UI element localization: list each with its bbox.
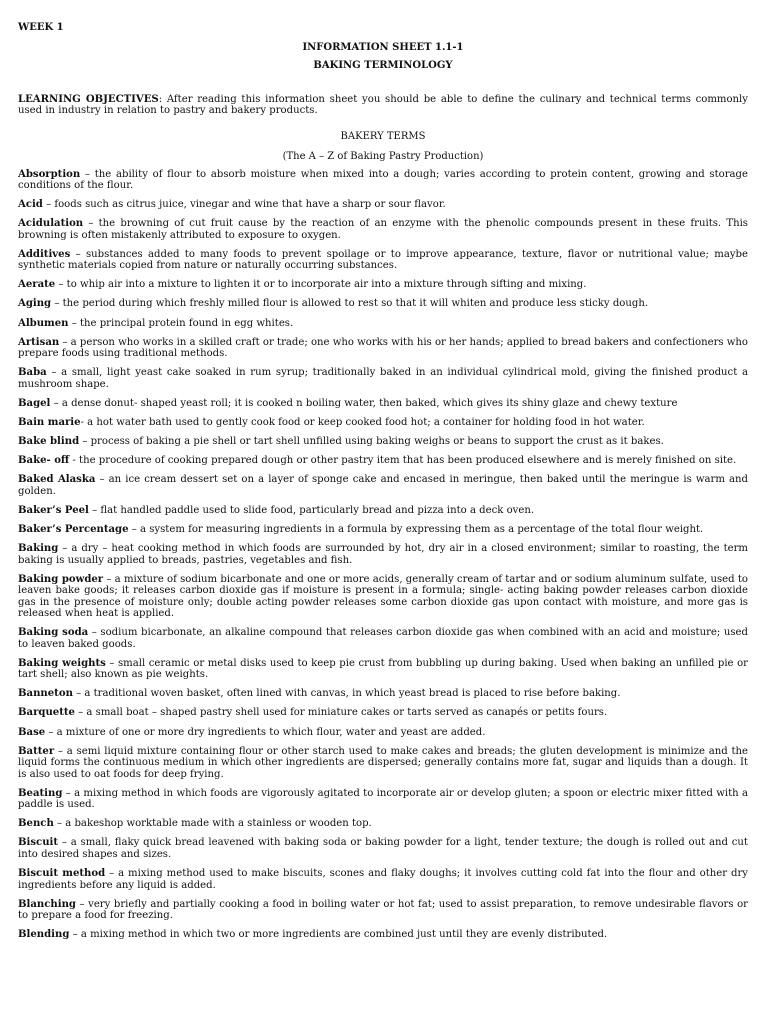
- glossary-term: Beating: [18, 787, 63, 799]
- glossary-definition: – a semi liquid mixture containing flour or other starch used to make cakes and breads; the gluten development is minimize and the liquid forms the continuous medium in which other ingredients are dispersed; generally contains more fat, sugar and liquids than a dough. It is also used to oat foods for deep frying.: [18, 745, 748, 780]
- glossary-entry: [18, 298, 748, 310]
- glossary-term: Acid: [18, 199, 43, 211]
- glossary-definition: – process of baking a pie shell or tart shell unfilled using baking weighs or beans to support the crust as it bakes.: [79, 436, 664, 448]
- glossary-definition: – the ability of flour to absorb moisture when mixed into a dough; varies according to protein content, growing and storage conditions of the flour.: [18, 168, 748, 191]
- topic-title: BAKING TERMINOLOGY: [313, 60, 453, 71]
- glossary-term: Albumen: [18, 317, 69, 329]
- document-page: [18, 22, 748, 948]
- glossary-entry: [18, 279, 748, 291]
- glossary-entry: [18, 337, 748, 360]
- glossary-entry: [18, 818, 748, 830]
- glossary-definition: – to whip air into a mixture to lighten it or to incorporate air into a mixture through sifting and mixing.: [55, 279, 587, 291]
- glossary-definition: – very briefly and partially cooking a food in boiling water or hot fat; used to assist preparation, to remove undesirable flavors or to prepare a food for freezing.: [18, 898, 748, 922]
- glossary-term: Baked Alaska: [18, 474, 96, 486]
- glossary-entry: [18, 707, 748, 719]
- glossary-term: Bain marie: [18, 416, 81, 428]
- glossary-definition: – a dense donut- shaped yeast roll; it is cooked n boiling water, then baked, which gives its shiny glaze and chewy texture: [50, 397, 678, 409]
- section-subtitle: (The A – Z of Baking Pastry Production): [282, 151, 484, 162]
- glossary-definition: – a mixing method used to make biscuits, scones and flaky doughs; it involves cutting cold fat into the flour and other dry ingredients before any liquid is added.: [18, 868, 748, 891]
- glossary-entry: [18, 524, 748, 536]
- glossary-term: Aging: [18, 298, 52, 310]
- glossary-entry: [18, 218, 748, 241]
- glossary-entry: [18, 199, 748, 211]
- glossary-entry: [18, 543, 748, 566]
- glossary-entry: [18, 318, 748, 330]
- glossary-definition: – a small, flaky quick bread leavened with baking soda or baking powder for a light, tender texture; the dough is rolled out and cut into desired shapes and sizes.: [18, 837, 748, 860]
- glossary-term: Artisan: [18, 336, 60, 348]
- glossary-definition: – foods such as citrus juice, vinegar and wine that have a sharp or sour flavor.: [42, 199, 446, 211]
- glossary-term: Acidulation: [18, 218, 84, 230]
- glossary-term: Absorption: [18, 168, 81, 180]
- sheet-title: INFORMATION SHEET 1.1-1: [302, 41, 464, 53]
- glossary-term: Baking soda: [18, 627, 89, 639]
- glossary-term: Baker’s Percentage: [18, 523, 129, 535]
- glossary-entry: [18, 746, 748, 781]
- glossary-definition: – the period during which freshly milled flour is allowed to rest so that it will whiten and produce less sticky dough.: [51, 298, 649, 310]
- glossary-entry: [18, 788, 748, 811]
- glossary-definition: – a mixing method in which foods are vigorously agitated to incorporate air or develop gluten; a spoon or electric mixer fitted with a paddle is used.: [18, 787, 748, 811]
- glossary-entry: [18, 398, 748, 410]
- glossary-definition: – the browning of cut fruit cause by the reaction of an enzyme with the phenolic compounds present in these fruits. This browning is often mistakenly attributed to exposure to oxygen.: [18, 218, 748, 241]
- glossary-term: Baking powder: [18, 573, 104, 585]
- glossary-term: Bagel: [18, 397, 51, 409]
- glossary-entry: [18, 929, 748, 941]
- glossary-term: Baba: [18, 367, 47, 379]
- glossary-definition: – a mixing method in which two or more ingredients are combined just until they are evenly distributed.: [69, 929, 608, 941]
- glossary-definition: – sodium bicarbonate, an alkaline compound that releases carbon dioxide gas when combined with an acid and moisture; used to leaven baked goods.: [18, 627, 748, 650]
- glossary-entry: [18, 688, 748, 700]
- glossary-definition: – a bakeshop worktable made with a stainless or wooden top.: [53, 818, 372, 830]
- glossary-definition: – substances added to many foods to prevent spoilage or to improve appearance, texture, flavor or nutritional value; maybe synthetic materials copied from nature or naturally occurring substances.: [18, 248, 748, 272]
- glossary-entry: [18, 455, 748, 467]
- glossary-definition: – a person who works in a skilled craft or trade; one who works with his or her hands; applied to bread bakers and confectioners who prepare foods using traditional methods.: [18, 336, 748, 360]
- glossary-definition: – flat handled paddle used to slide food, particularly bread and pizza into a deck oven.: [88, 504, 535, 516]
- glossary-entry: [18, 574, 748, 620]
- glossary-entry: [18, 627, 748, 650]
- glossary-term: Biscuit method: [18, 868, 106, 880]
- glossary-definition: – a mixture of sodium bicarbonate and one or more acids, generally cream of tartar and or sodium aluminum sulfate, used to leaven bake goods; it releases carbon dioxide gas if moisture is present in a formula; single- acting baking powder releases carbon dioxide gas in the presence of moisture only; double acting powder releases some carbon dioxide gas upon contact with moisture, and more gas is released when heat is applied.: [18, 573, 749, 620]
- glossary-entry: [18, 658, 748, 681]
- glossary-term: Baking: [18, 543, 59, 554]
- glossary-term: Bench: [18, 818, 54, 830]
- glossary-term: Aerate: [18, 279, 56, 291]
- glossary-term: Bake- off: [18, 455, 70, 467]
- week-label: WEEK 1: [18, 22, 64, 33]
- glossary-entry: [18, 727, 748, 739]
- objectives-text: : After reading this information sheet you should be able to define the culinary and technical terms commonly used in industry in relation to pastry and bakery products.: [18, 93, 748, 116]
- glossary-term: Baker’s Peel: [18, 504, 89, 516]
- glossary-entry: [18, 436, 748, 448]
- glossary-term: Barquette: [18, 707, 75, 719]
- glossary-term: Additives: [18, 248, 71, 260]
- glossary-entry: [18, 899, 748, 922]
- glossary-term: Blanching: [18, 898, 76, 910]
- glossary-entry: [18, 367, 748, 390]
- glossary-definition: – the principal protein found in egg whites.: [68, 317, 294, 329]
- glossary-definition: – small ceramic or metal disks used to keep pie crust from bubbling up during baking. Used when baking an unfilled pie or tart shell; also known as pie weights.: [18, 657, 748, 681]
- glossary-definition: – a small boat – shaped pastry shell used for miniature cakes or tarts served as canapés or petits fours.: [74, 707, 608, 719]
- glossary-definition: – a system for measuring ingredients in a formula by expressing them as a percentage of the total flour weight.: [128, 523, 704, 535]
- learning-objectives: [18, 94, 748, 117]
- glossary-term: Biscuit: [18, 837, 59, 849]
- glossary-term: Blending: [18, 929, 70, 941]
- section-title: BAKERY TERMS: [340, 130, 426, 142]
- glossary-definition: – a small, light yeast cake soaked in rum syrup; traditionally baked in an individual cylindrical mold, giving the finished product a mushroom shape.: [18, 367, 748, 390]
- glossary-entry: [18, 249, 748, 272]
- glossary-entry: [18, 837, 748, 860]
- glossary-definition: – a dry – heat cooking method in which foods are surrounded by hot, dry air in a closed environment; similar to roasting, the term baking is usually applied to breads, pastries, vegetables and fish.: [18, 543, 748, 566]
- glossary-entry: [18, 417, 748, 429]
- glossary-definition: - the procedure of cooking prepared dough or other pastry item that has been produced elsewhere and is merely finished on site.: [69, 455, 737, 467]
- glossary-entry: [18, 868, 748, 891]
- glossary-term: Baking weights: [18, 657, 106, 669]
- glossary-definition: - a hot water bath used to gently cook food or keep cooked food hot; a container for holding food in hot water.: [80, 416, 645, 428]
- glossary-term: Base: [18, 726, 46, 738]
- glossary-entry: [18, 505, 748, 517]
- glossary-entry: [18, 474, 748, 497]
- glossary-term: Batter: [18, 745, 55, 757]
- glossary-definition: – a traditional woven basket, often lined with canvas, in which yeast bread is placed to rise before baking.: [72, 688, 621, 700]
- glossary-definition: – a mixture of one or more dry ingredients to which flour, water and yeast are added.: [45, 726, 486, 738]
- glossary-definition: – an ice cream dessert set on a layer of sponge cake and encased in meringue, then baked until the meringue is warm and golden.: [18, 474, 748, 497]
- objectives-label: LEARNING OBJECTIVES: [18, 93, 159, 105]
- glossary-term: Bake blind: [18, 436, 80, 448]
- glossary-entry: [18, 169, 748, 192]
- glossary-list: [18, 169, 748, 941]
- glossary-term: Banneton: [18, 688, 73, 700]
